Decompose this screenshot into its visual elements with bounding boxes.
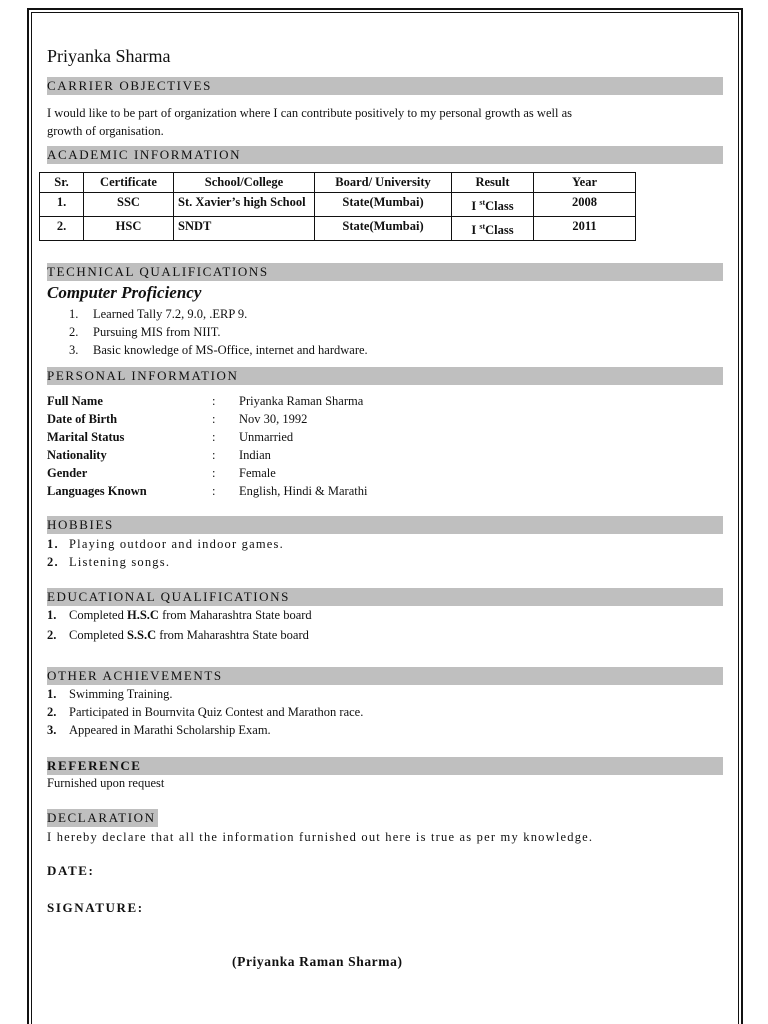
field-label: Marital Status bbox=[47, 430, 125, 444]
cell-board: State(Mumbai) bbox=[315, 193, 452, 217]
cell-school: SNDT bbox=[174, 217, 315, 241]
list-item bbox=[47, 606, 312, 624]
result-suffix: Class bbox=[485, 223, 514, 238]
technical-title: TECHNICAL QUALIFICATIONS bbox=[47, 264, 269, 279]
table-row bbox=[40, 217, 636, 241]
list-number: 1. bbox=[69, 307, 79, 321]
signature-label: SIGNATURE: bbox=[47, 900, 144, 915]
list-text: Playing outdoor and indoor games. bbox=[69, 537, 284, 551]
field-value: Priyanka Raman Sharma bbox=[239, 394, 364, 408]
field-colon: : bbox=[212, 412, 216, 426]
list-text: Appeared in Marathi Scholarship Exam. bbox=[69, 723, 271, 737]
educational-title: EDUCATIONAL QUALIFICATIONS bbox=[47, 589, 290, 604]
field-label: Languages Known bbox=[47, 484, 147, 498]
list-item bbox=[69, 305, 247, 323]
field-label: Full Name bbox=[47, 394, 103, 408]
col-header-sr: Sr. bbox=[40, 173, 84, 193]
field-value: Unmarried bbox=[239, 430, 294, 444]
list-number: 3. bbox=[69, 343, 79, 357]
result-superscript: st bbox=[479, 222, 486, 232]
list-number: 2. bbox=[47, 628, 57, 642]
field-label: Gender bbox=[47, 466, 88, 480]
list-text-pre: Completed bbox=[69, 628, 127, 642]
list-item bbox=[47, 535, 284, 553]
cell-year: 2008 bbox=[534, 193, 636, 217]
list-number: 1. bbox=[47, 537, 59, 551]
list-text-post: from Maharashtra State board bbox=[158, 608, 312, 622]
list-item bbox=[69, 323, 221, 341]
achievements-title: OTHER ACHIEVEMENTS bbox=[47, 668, 223, 683]
objective-title: CARRIER OBJECTIVES bbox=[47, 78, 212, 93]
hobbies-header-bar bbox=[47, 516, 723, 534]
field-colon: : bbox=[212, 394, 216, 408]
result-prefix: I bbox=[471, 223, 477, 238]
cell-school: St. Xavier’s high School bbox=[174, 193, 315, 217]
list-text-bold: H.S.C bbox=[126, 608, 159, 622]
declaration-title: DECLARATION bbox=[47, 810, 156, 825]
list-number: 2. bbox=[47, 555, 59, 569]
list-text: Pursuing MIS from NIIT. bbox=[93, 325, 221, 339]
cell-year: 2011 bbox=[534, 217, 636, 241]
list-item bbox=[47, 626, 309, 644]
col-header-school: School/College bbox=[174, 173, 315, 193]
field-value: Indian bbox=[239, 448, 271, 462]
reference-text: Furnished upon request bbox=[47, 776, 165, 790]
list-item bbox=[47, 553, 170, 571]
field-value: Female bbox=[239, 466, 276, 480]
field-label: Date of Birth bbox=[47, 412, 118, 426]
col-header-result: Result bbox=[452, 173, 534, 193]
field-colon: : bbox=[212, 448, 216, 462]
list-item bbox=[69, 341, 368, 359]
field-colon: : bbox=[212, 430, 216, 444]
col-header-year: Year bbox=[534, 173, 636, 193]
cell-certificate: HSC bbox=[84, 217, 174, 241]
list-number: 2. bbox=[69, 325, 79, 339]
reference-header-bar bbox=[47, 757, 723, 775]
objective-text-line1: I would like to be part of organization where I can contribute positively to my personal growth as well as bbox=[47, 106, 572, 120]
cell-result bbox=[452, 193, 534, 217]
academic-table bbox=[39, 172, 636, 241]
list-text-bold: S.S.C bbox=[126, 628, 157, 642]
hobbies-title: HOBBIES bbox=[47, 517, 114, 532]
objective-text-line2: growth of organisation. bbox=[47, 124, 164, 138]
field-colon: : bbox=[212, 484, 216, 498]
col-header-board: Board/ University bbox=[315, 173, 452, 193]
list-item bbox=[47, 721, 271, 739]
candidate-name: Priyanka Sharma bbox=[47, 46, 171, 66]
field-label: Nationality bbox=[47, 448, 107, 462]
cell-board: State(Mumbai) bbox=[315, 217, 452, 241]
list-text: Learned Tally 7.2, 9.0, .ERP 9. bbox=[93, 307, 248, 321]
reference-title: REFERENCE bbox=[47, 758, 142, 773]
cell-result bbox=[452, 217, 534, 241]
list-item bbox=[47, 685, 173, 703]
cell-sr: 2. bbox=[40, 217, 84, 241]
cell-sr: 1. bbox=[40, 193, 84, 217]
list-text-post: from Maharashtra State board bbox=[156, 628, 309, 642]
academic-title: ACADEMIC INFORMATION bbox=[47, 147, 242, 162]
list-number: 1. bbox=[47, 608, 57, 622]
list-text: Participated in Bournvita Quiz Contest and Marathon race. bbox=[69, 705, 364, 719]
list-text-pre: Completed bbox=[69, 608, 127, 622]
result-suffix: Class bbox=[485, 199, 514, 214]
declaration-text: I hereby declare that all the information furnished out here is true as per my knowledge. bbox=[47, 830, 594, 844]
personal-title: PERSONAL INFORMATION bbox=[47, 368, 239, 383]
field-value: Nov 30, 1992 bbox=[239, 412, 308, 426]
table-header-row bbox=[40, 173, 636, 193]
result-prefix: I bbox=[471, 199, 477, 214]
list-item bbox=[47, 703, 363, 721]
field-colon: : bbox=[212, 466, 216, 480]
result-superscript: st bbox=[479, 198, 486, 207]
list-number: 1. bbox=[47, 687, 57, 701]
date-label: DATE: bbox=[47, 863, 95, 878]
computer-proficiency-heading: Computer Proficiency bbox=[47, 283, 202, 302]
col-header-certificate: Certificate bbox=[84, 173, 174, 193]
field-value: English, Hindi & Marathi bbox=[239, 484, 368, 498]
list-text: Swimming Training. bbox=[69, 687, 173, 701]
list-number: 2. bbox=[47, 705, 57, 719]
list-text: Basic knowledge of MS-Office, internet and hardware. bbox=[93, 343, 368, 357]
list-text: Listening songs. bbox=[69, 555, 171, 569]
signed-name: (Priyanka Raman Sharma) bbox=[232, 954, 403, 969]
list-number: 3. bbox=[47, 723, 57, 737]
cell-certificate: SSC bbox=[84, 193, 174, 217]
table-row bbox=[40, 193, 636, 217]
